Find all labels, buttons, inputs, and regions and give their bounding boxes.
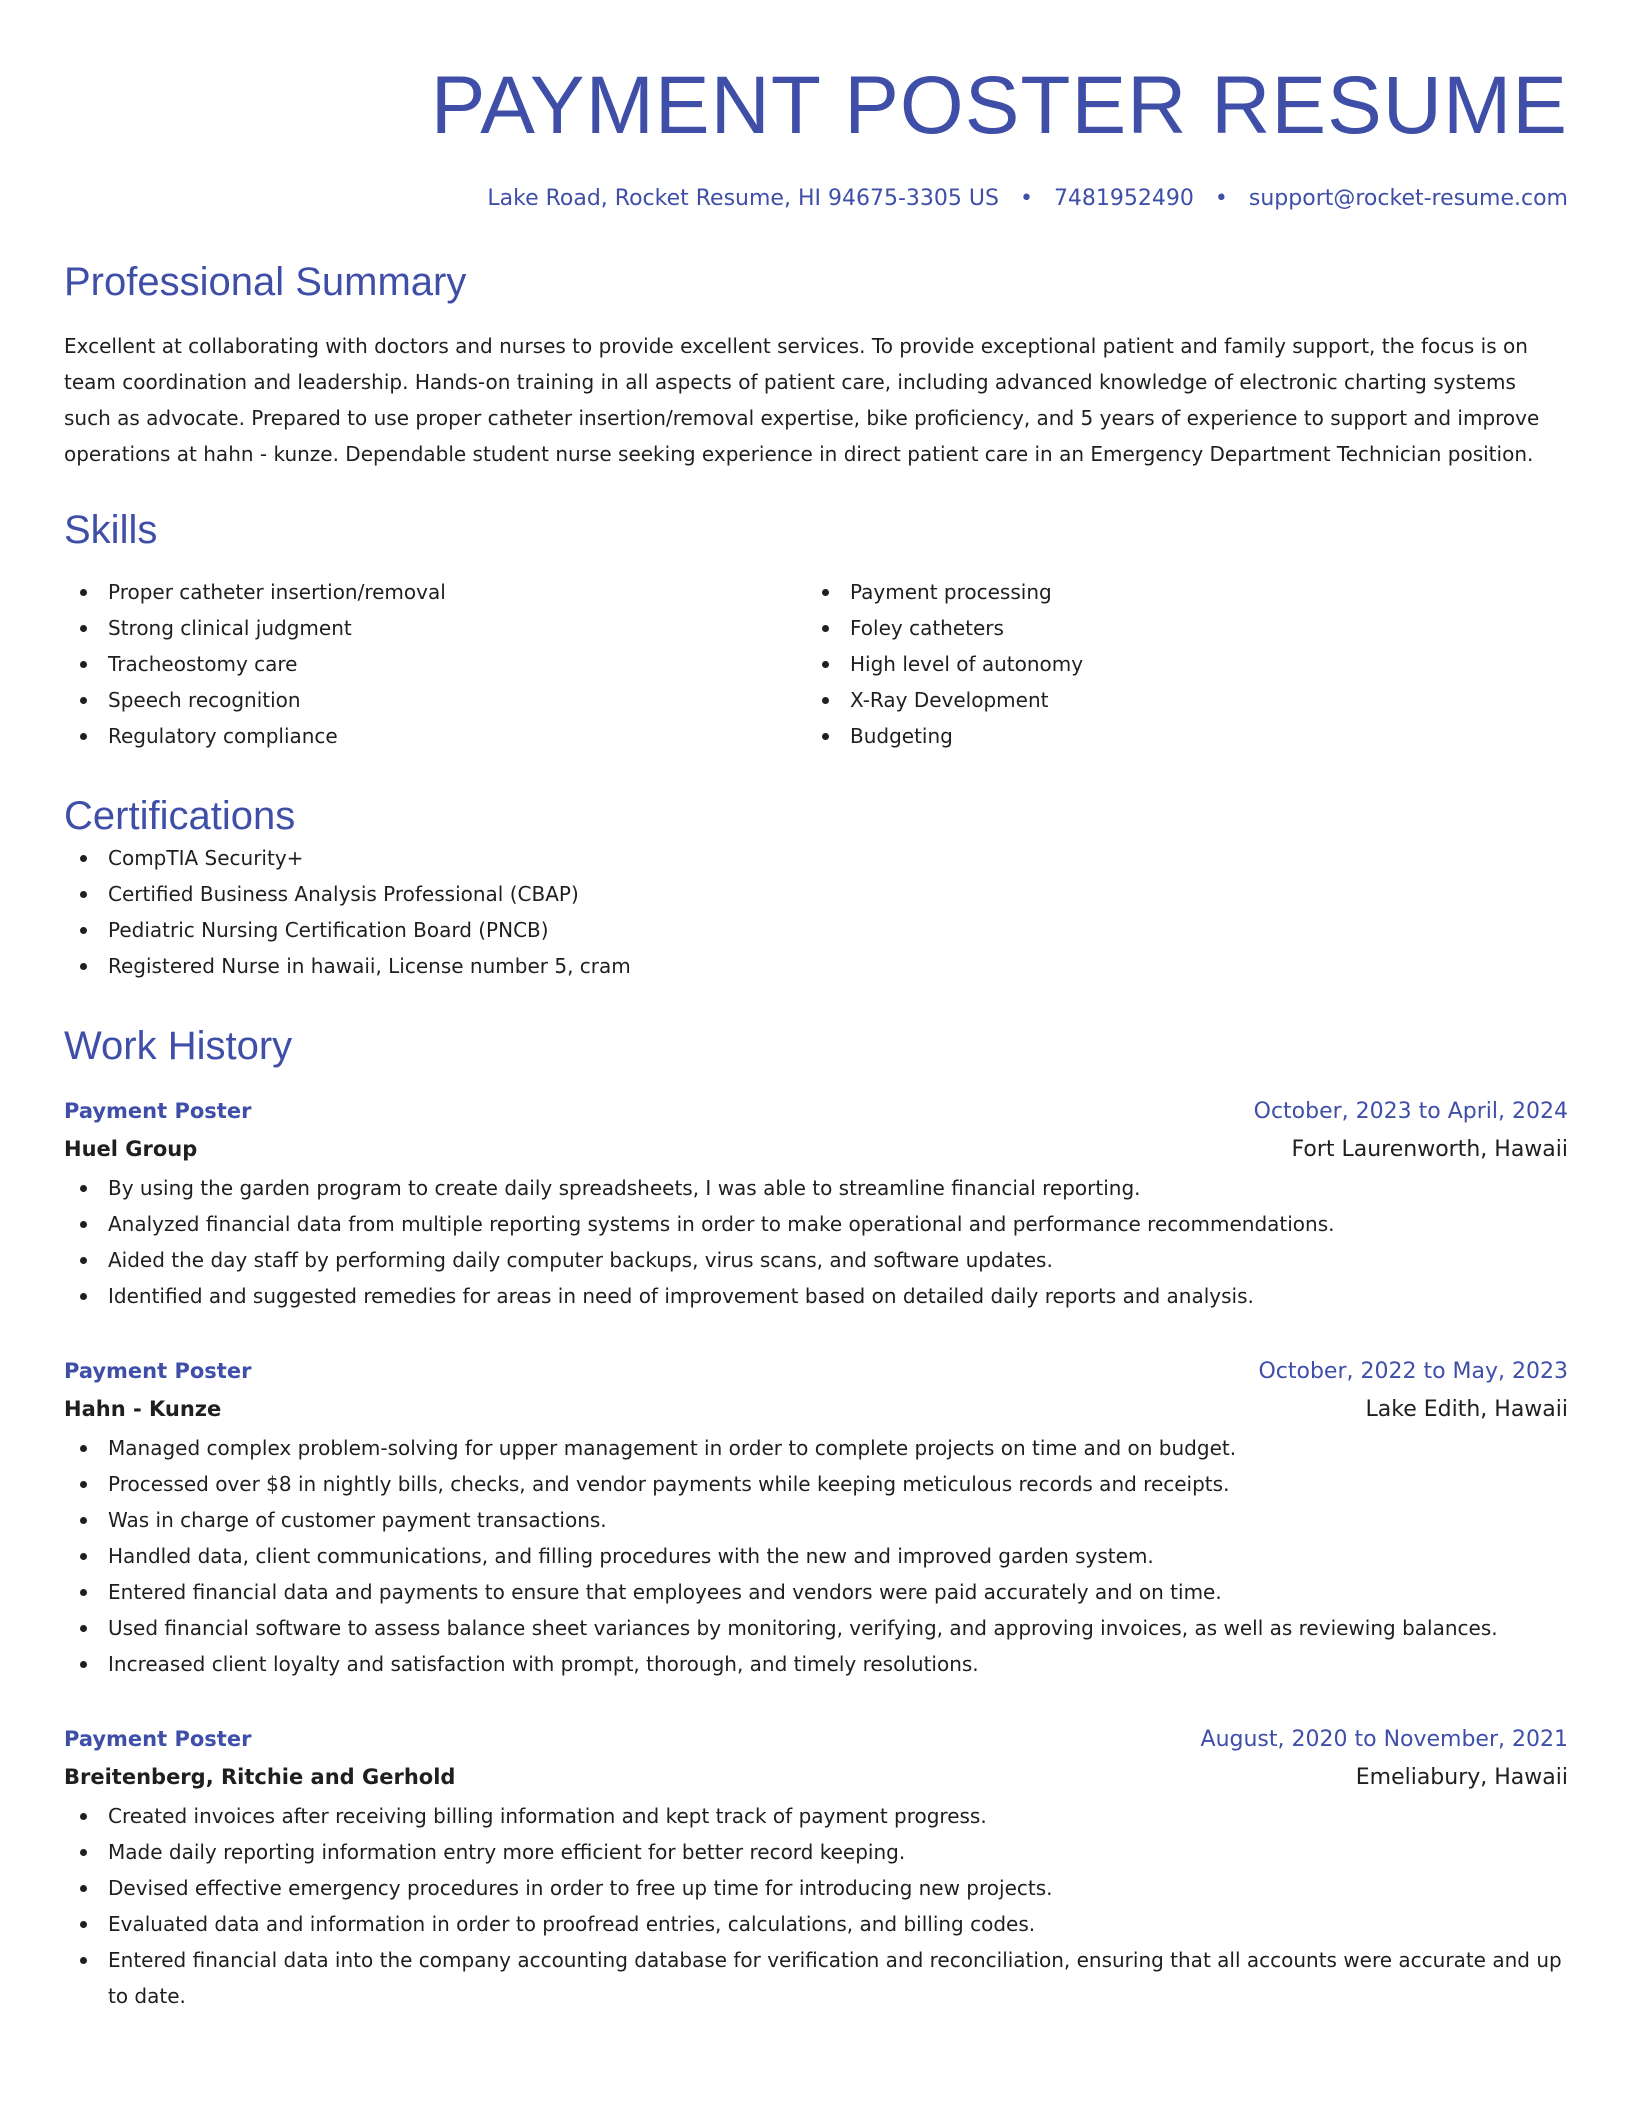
job-company-row bbox=[64, 1757, 1568, 1798]
certification-item: CompTIA Security+ bbox=[64, 840, 1568, 876]
job-bullet: Used financial software to assess balance sheet variances by monitoring, verifying, and approving invoices, as well as reviewing balances. bbox=[64, 1610, 1568, 1646]
job-bullet: Aided the day staff by performing daily computer backups, virus scans, and software updates. bbox=[64, 1242, 1568, 1278]
job-title-row bbox=[64, 1354, 1568, 1389]
job-bullet: Processed over $8 in nightly bills, checks, and vendor payments while keeping meticulous records and receipts. bbox=[64, 1466, 1568, 1502]
section-heading-certifications: Certifications bbox=[64, 794, 296, 838]
skill-item: X-Ray Development bbox=[806, 682, 1548, 718]
certification-item: Registered Nurse in hawaii, License number 5, cram bbox=[64, 948, 1568, 984]
job-bullet: Was in charge of customer payment transactions. bbox=[64, 1502, 1568, 1538]
job-title-row bbox=[64, 1722, 1568, 1757]
skills-section bbox=[64, 506, 1568, 754]
contact-address: Lake Road, Rocket Resume, HI 94675-3305 US bbox=[487, 186, 999, 211]
certifications-list bbox=[64, 840, 1568, 984]
job-bullet: Made daily reporting information entry more efficient for better record keeping. bbox=[64, 1834, 1568, 1870]
job-company: Breitenberg, Ritchie and Gerhold bbox=[64, 1765, 456, 1789]
skills-column-right bbox=[806, 574, 1548, 754]
job-bullets bbox=[64, 1170, 1568, 1314]
job-company-row bbox=[64, 1129, 1568, 1170]
job-title-row bbox=[64, 1094, 1568, 1129]
job-entry bbox=[64, 1354, 1568, 1682]
section-heading-summary: Professional Summary bbox=[64, 260, 467, 304]
skill-item: Budgeting bbox=[806, 718, 1548, 754]
job-bullet: Identified and suggested remedies for areas in need of improvement based on detailed daily reports and analysis. bbox=[64, 1278, 1568, 1314]
job-dates: August, 2020 to November, 2021 bbox=[1200, 1727, 1568, 1752]
job-bullet: Managed complex problem-solving for upper management in order to complete projects on time and on budget. bbox=[64, 1430, 1568, 1466]
job-dates: October, 2022 to May, 2023 bbox=[1258, 1359, 1568, 1384]
skill-item: Regulatory compliance bbox=[64, 718, 806, 754]
job-location: Emeliabury, Hawaii bbox=[1355, 1765, 1568, 1790]
job-bullet: Devised effective emergency procedures in order to free up time for introducing new projects. bbox=[64, 1870, 1568, 1906]
job-entry bbox=[64, 1722, 1568, 2014]
job-location: Fort Laurenworth, Hawaii bbox=[1291, 1137, 1568, 1162]
job-title: Payment Poster bbox=[64, 1359, 252, 1383]
job-bullet: Evaluated data and information in order to proofread entries, calculations, and billing codes. bbox=[64, 1906, 1568, 1942]
job-entry bbox=[64, 1094, 1568, 1314]
job-bullet: Entered financial data and payments to ensure that employees and vendors were paid accurately and on time. bbox=[64, 1574, 1568, 1610]
skill-item: Strong clinical judgment bbox=[64, 610, 806, 646]
job-title: Payment Poster bbox=[64, 1727, 252, 1751]
contact-phone: 7481952490 bbox=[1053, 186, 1194, 211]
job-company: Hahn - Kunze bbox=[64, 1397, 222, 1421]
contact-separator: • bbox=[1214, 186, 1228, 211]
skills-grid bbox=[64, 574, 1568, 754]
work-history-section bbox=[64, 1022, 1568, 2014]
job-title: Payment Poster bbox=[64, 1099, 252, 1123]
section-heading-work-history: Work History bbox=[64, 1024, 293, 1068]
skills-column-left bbox=[64, 574, 806, 754]
contact-line bbox=[64, 184, 1568, 214]
contact-email: support@rocket-resume.com bbox=[1248, 186, 1568, 211]
skills-list-left bbox=[64, 574, 806, 754]
skills-list-right bbox=[806, 574, 1548, 754]
certification-item: Certified Business Analysis Professional (CBAP) bbox=[64, 876, 1568, 912]
certification-item: Pediatric Nursing Certification Board (PNCB) bbox=[64, 912, 1568, 948]
skill-item: Tracheostomy care bbox=[64, 646, 806, 682]
resume-title: PAYMENT POSTER RESUME bbox=[430, 60, 1568, 151]
summary-text: Excellent at collaborating with doctors and nurses to provide excellent services. To provide exceptional patient and family support, the focus is on team coordination and leadership. Hands-on training in all aspects of patient care, including advanced knowledge of electronic charting systems such as advocate. Prepared to use proper catheter insertion/removal expertise, bike proficiency, and 5 years of experience to support and improve operations at hahn - kunze. Dependable student nurse seeking experience in direct patient care in an Emergency Department Technician position. bbox=[64, 334, 1540, 466]
job-dates: October, 2023 to April, 2024 bbox=[1253, 1099, 1568, 1124]
skill-item: Proper catheter insertion/removal bbox=[64, 574, 806, 610]
job-company-row bbox=[64, 1389, 1568, 1430]
professional-summary-section bbox=[64, 258, 1568, 472]
job-bullet: Created invoices after receiving billing information and kept track of payment progress. bbox=[64, 1798, 1568, 1834]
contact-separator: • bbox=[1019, 186, 1033, 211]
skill-item: Speech recognition bbox=[64, 682, 806, 718]
job-bullet: Analyzed financial data from multiple reporting systems in order to make operational and performance recommendations. bbox=[64, 1206, 1568, 1242]
job-bullets bbox=[64, 1798, 1568, 2014]
job-location: Lake Edith, Hawaii bbox=[1365, 1397, 1568, 1422]
skill-item: High level of autonomy bbox=[806, 646, 1548, 682]
section-heading-skills: Skills bbox=[64, 508, 158, 552]
job-bullets bbox=[64, 1430, 1568, 1682]
skill-item: Foley catheters bbox=[806, 610, 1548, 646]
job-company: Huel Group bbox=[64, 1137, 198, 1161]
job-bullet: By using the garden program to create daily spreadsheets, I was able to streamline financial reporting. bbox=[64, 1170, 1568, 1206]
certifications-section bbox=[64, 792, 1568, 984]
skill-item: Payment processing bbox=[806, 574, 1548, 610]
job-bullet: Increased client loyalty and satisfaction with prompt, thorough, and timely resolutions. bbox=[64, 1646, 1568, 1682]
job-bullet: Handled data, client communications, and filling procedures with the new and improved garden system. bbox=[64, 1538, 1568, 1574]
job-bullet: Entered financial data into the company accounting database for verification and reconciliation, ensuring that all accounts were accurate and up to date. bbox=[64, 1942, 1568, 2014]
